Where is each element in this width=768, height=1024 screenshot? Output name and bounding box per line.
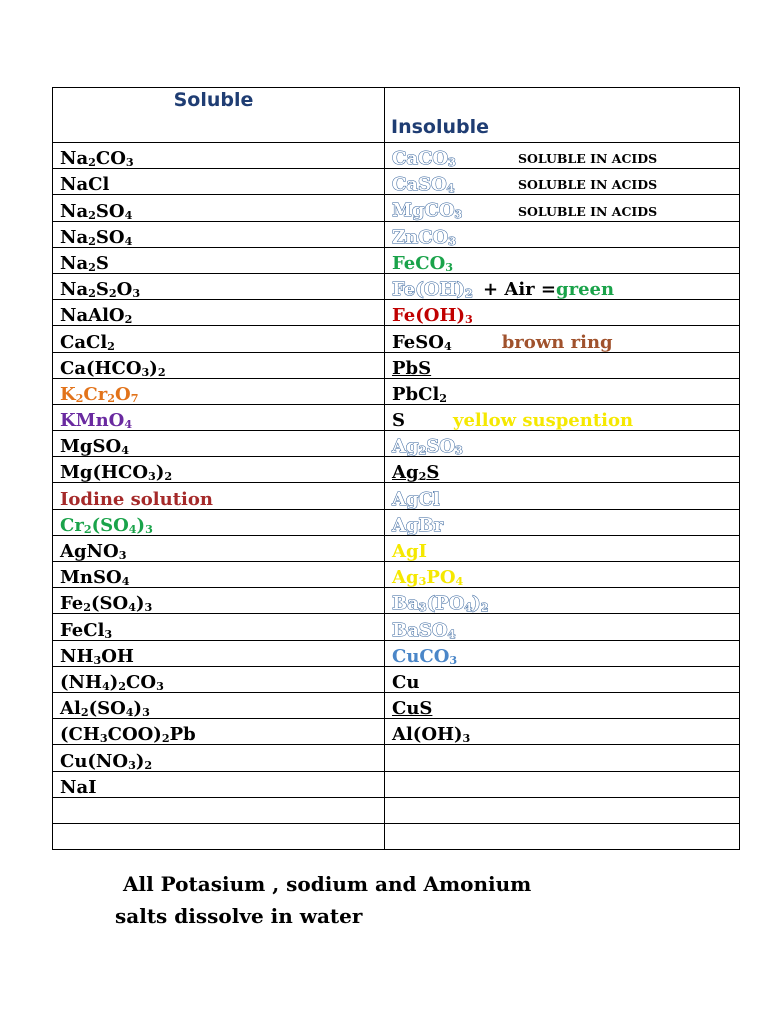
formula-subscript: 4 xyxy=(464,601,473,614)
formula-text: Na xyxy=(60,200,89,222)
insoluble-cell xyxy=(385,588,740,614)
insoluble-header-cell xyxy=(385,88,740,143)
formula-text: ) xyxy=(133,698,143,719)
insoluble-compound xyxy=(392,227,456,248)
formula-text: Iodine solution xyxy=(60,488,213,510)
table-row xyxy=(53,195,740,221)
table-row xyxy=(53,483,740,509)
soluble-cell xyxy=(53,457,385,483)
formula-text: NaI xyxy=(60,776,97,798)
insoluble-cell xyxy=(385,221,740,247)
formula-subscript: 2 xyxy=(157,365,166,379)
soluble-cell xyxy=(53,535,385,561)
formula-text: ) xyxy=(135,593,145,614)
insoluble-cell xyxy=(385,745,740,771)
formula-text: OH xyxy=(101,645,134,667)
insoluble-compound xyxy=(392,462,439,483)
formula-subscript: 2 xyxy=(88,234,96,248)
insoluble-compound xyxy=(392,279,473,300)
insoluble-compound xyxy=(392,358,431,379)
soluble-cell xyxy=(53,509,385,535)
formula-text: K xyxy=(60,383,76,405)
formula-subscript: 3 xyxy=(156,679,164,693)
formula-text: Na xyxy=(60,148,89,169)
formula-text: SO xyxy=(95,226,125,248)
formula-text: COO) xyxy=(107,724,162,745)
formula-subscript: 3 xyxy=(118,549,127,562)
soluble-cell xyxy=(53,823,385,849)
formula-text: (PO xyxy=(426,593,465,614)
formula-subscript: 2 xyxy=(107,339,115,352)
footer-line-2: salts dissolve in water xyxy=(115,904,363,928)
formula-subscript: 3 xyxy=(145,522,153,536)
formula-subscript: 3 xyxy=(448,155,456,169)
solubility-table xyxy=(52,87,740,850)
soluble-compound xyxy=(60,462,172,483)
formula-subscript: 3 xyxy=(462,732,471,745)
soluble-cell xyxy=(53,431,385,457)
formula-subscript: 3 xyxy=(454,208,463,222)
soluble-cell xyxy=(53,169,385,195)
reaction-note: yellow suspention xyxy=(453,410,634,431)
reaction-note: brown ring xyxy=(501,331,613,352)
soluble-cell xyxy=(53,326,385,352)
formula-subscript: 4 xyxy=(128,522,137,536)
insoluble-compound xyxy=(392,436,463,457)
formula-text: ) xyxy=(149,357,158,379)
insoluble-cell xyxy=(385,614,740,640)
formula-subscript: 4 xyxy=(443,339,452,352)
soluble-compound xyxy=(60,253,109,274)
soluble-cell xyxy=(53,300,385,326)
soluble-compound xyxy=(60,279,140,300)
insoluble-compound xyxy=(392,305,473,326)
formula-text: Na xyxy=(60,226,89,248)
formula-text: MnSO xyxy=(60,567,122,588)
formula-text: Ba xyxy=(392,593,419,614)
soluble-heading: Soluble xyxy=(173,89,254,111)
table-row xyxy=(53,247,740,273)
insoluble-cell xyxy=(385,169,740,195)
formula-text: ) xyxy=(472,593,481,614)
formula-text: Cr xyxy=(83,383,108,405)
table-row xyxy=(53,771,740,797)
formula-text: SO xyxy=(95,200,125,222)
insoluble-compound xyxy=(392,541,427,562)
insoluble-heading: Insoluble xyxy=(391,116,489,138)
soluble-compound xyxy=(60,305,132,326)
formula-subscript: 4 xyxy=(455,575,464,588)
insoluble-cell xyxy=(385,273,740,299)
formula-subscript: 2 xyxy=(88,156,96,169)
formula-subscript: 3 xyxy=(418,601,427,614)
soluble-cell xyxy=(53,614,385,640)
formula-text: ) xyxy=(109,671,119,693)
table-row xyxy=(53,666,740,692)
formula-text: ) xyxy=(136,514,146,536)
formula-subscript: 3 xyxy=(449,653,458,667)
insoluble-cell xyxy=(385,509,740,535)
table-row xyxy=(53,588,740,614)
insoluble-compound xyxy=(392,646,457,667)
formula-subscript: 3 xyxy=(125,156,134,169)
formula-subscript: 3 xyxy=(132,287,141,300)
soluble-compound xyxy=(60,489,213,510)
formula-subscript: 2 xyxy=(83,522,92,536)
table-row xyxy=(53,431,740,457)
soluble-cell xyxy=(53,719,385,745)
insoluble-cell xyxy=(385,535,740,561)
insoluble-cell xyxy=(385,666,740,692)
soluble-compound xyxy=(60,620,112,641)
formula-subscript: 2 xyxy=(88,287,96,300)
insoluble-cell xyxy=(385,326,740,352)
insoluble-compound xyxy=(392,724,470,745)
formula-text: Al xyxy=(60,698,81,719)
formula-text: Ag xyxy=(392,567,419,588)
formula-text: Al(OH) xyxy=(392,724,463,745)
insoluble-compound xyxy=(392,332,452,353)
formula-text: Cu(NO xyxy=(60,750,129,771)
formula-subscript: 2 xyxy=(439,391,448,405)
insoluble-compound xyxy=(392,384,447,405)
table-row xyxy=(53,300,740,326)
formula-subscript: 2 xyxy=(118,679,127,693)
formula-text: SO xyxy=(426,436,456,457)
formula-text: Cr xyxy=(60,514,84,536)
soluble-compound xyxy=(60,593,152,614)
insoluble-cell xyxy=(385,431,740,457)
soluble-compound xyxy=(60,358,166,379)
formula-subscript: 3 xyxy=(445,260,454,274)
acid-solubility-note: SOLUBLE IN ACIDS xyxy=(518,203,658,219)
table-row xyxy=(53,562,740,588)
formula-text: MgCO xyxy=(392,200,455,222)
soluble-compound xyxy=(60,384,138,405)
table-row xyxy=(53,352,740,378)
table-row xyxy=(53,457,740,483)
soluble-compound xyxy=(60,751,152,772)
formula-text: S xyxy=(426,462,440,483)
formula-text: Ag xyxy=(392,462,419,483)
formula-subscript: 2 xyxy=(480,601,489,614)
formula-text: Mg(HCO xyxy=(60,462,149,483)
insoluble-cell xyxy=(385,692,740,718)
insoluble-cell xyxy=(385,562,740,588)
table-row xyxy=(53,509,740,535)
formula-subscript: 2 xyxy=(464,287,473,300)
table-row xyxy=(53,614,740,640)
soluble-cell xyxy=(53,221,385,247)
soluble-compound xyxy=(60,672,164,693)
formula-text: AgI xyxy=(392,541,427,562)
soluble-cell xyxy=(53,692,385,718)
formula-text: CuS xyxy=(392,698,433,719)
formula-subscript: 3 xyxy=(144,601,153,614)
table-row xyxy=(53,692,740,718)
formula-text: CuCO xyxy=(392,645,450,667)
soluble-compound xyxy=(60,724,196,745)
reaction-note: + Air = xyxy=(476,279,556,300)
formula-subscript: 2 xyxy=(107,391,115,405)
formula-text: Ag xyxy=(392,436,419,457)
formula-subscript: 4 xyxy=(124,208,133,222)
formula-subscript: 3 xyxy=(148,470,156,483)
formula-text: O xyxy=(116,279,133,300)
table-row xyxy=(53,823,740,849)
soluble-cell xyxy=(53,588,385,614)
formula-text: Pb xyxy=(169,724,196,745)
table-row xyxy=(53,640,740,666)
formula-text: BaSO xyxy=(392,619,448,641)
insoluble-compound xyxy=(392,515,443,536)
soluble-compound xyxy=(60,148,134,169)
formula-text: PbCl xyxy=(392,383,440,405)
formula-text: (SO xyxy=(88,698,126,719)
soluble-cell xyxy=(53,745,385,771)
formula-subscript: 3 xyxy=(104,627,113,641)
insoluble-compound xyxy=(392,175,518,194)
insoluble-cell xyxy=(385,719,740,745)
soluble-cell xyxy=(53,483,385,509)
soluble-compound xyxy=(60,541,126,562)
soluble-compound xyxy=(60,646,134,667)
table-row xyxy=(53,378,740,404)
formula-subscript: 4 xyxy=(121,575,130,588)
formula-text: S xyxy=(392,410,405,431)
formula-text: Fe xyxy=(60,593,84,614)
table-row xyxy=(53,326,740,352)
table-row xyxy=(53,169,740,195)
formula-subscript: 2 xyxy=(164,470,173,483)
formula-text: FeSO xyxy=(392,331,444,352)
formula-subscript: 2 xyxy=(144,758,153,771)
insoluble-compound xyxy=(392,489,440,510)
soluble-compound xyxy=(60,777,97,798)
formula-subscript: 2 xyxy=(418,444,427,457)
insoluble-compound xyxy=(392,253,453,274)
acid-solubility-note: SOLUBLE IN ACIDS xyxy=(518,151,658,167)
formula-subscript: 2 xyxy=(108,287,117,300)
soluble-cell xyxy=(53,404,385,430)
formula-text: Cu xyxy=(392,671,420,693)
formula-subscript: 4 xyxy=(125,706,134,719)
formula-subscript: 3 xyxy=(141,365,150,379)
formula-subscript: 2 xyxy=(88,208,96,222)
formula-subscript: 2 xyxy=(75,391,84,405)
formula-subscript: 4 xyxy=(124,418,133,431)
formula-subscript: 3 xyxy=(99,732,108,745)
insoluble-cell xyxy=(385,247,740,273)
table-row xyxy=(53,719,740,745)
formula-text: CaCl xyxy=(60,331,108,352)
table-row xyxy=(53,143,740,169)
formula-subscript: 4 xyxy=(446,181,455,195)
formula-subscript: 4 xyxy=(121,444,129,457)
formula-subscript: 4 xyxy=(128,601,136,614)
formula-subscript: 2 xyxy=(418,470,427,483)
formula-text: O xyxy=(115,383,131,405)
formula-text: ) xyxy=(155,462,165,483)
soluble-cell xyxy=(53,771,385,797)
formula-text: FeCO xyxy=(392,252,446,274)
formula-subscript: 2 xyxy=(88,260,96,274)
insoluble-compound xyxy=(392,201,518,220)
formula-subscript: 3 xyxy=(464,313,473,326)
insoluble-cell xyxy=(385,404,740,430)
soluble-cell xyxy=(53,247,385,273)
formula-subscript: 2 xyxy=(161,732,170,745)
soluble-cell xyxy=(53,666,385,692)
insoluble-cell xyxy=(385,378,740,404)
soluble-cell xyxy=(53,378,385,404)
formula-text: Na xyxy=(60,279,89,300)
insoluble-cell xyxy=(385,640,740,666)
insoluble-compound xyxy=(392,672,419,693)
insoluble-cell xyxy=(385,771,740,797)
formula-subscript: 4 xyxy=(447,627,456,641)
soluble-cell xyxy=(53,143,385,169)
soluble-compound xyxy=(60,174,109,195)
formula-text: AgBr xyxy=(392,514,444,536)
insoluble-cell xyxy=(385,797,740,823)
soluble-compound xyxy=(60,332,115,353)
formula-text: S xyxy=(95,252,109,274)
formula-text: CaSO xyxy=(392,173,447,195)
table-row xyxy=(53,273,740,299)
footer-line-1: All Potasium , sodium and Amonium xyxy=(123,872,532,896)
formula-text: (SO xyxy=(91,514,129,536)
formula-subscript: 3 xyxy=(142,706,150,719)
formula-text: NaCl xyxy=(60,174,110,195)
formula-text: KMnO xyxy=(60,410,125,431)
formula-subscript: 2 xyxy=(124,313,133,326)
insoluble-compound xyxy=(392,410,405,431)
insoluble-cell xyxy=(385,195,740,221)
formula-text: CO xyxy=(95,148,126,169)
formula-subscript: 3 xyxy=(455,444,463,457)
formula-subscript: 7 xyxy=(130,391,139,405)
soluble-compound xyxy=(60,567,129,588)
insoluble-cell xyxy=(385,823,740,849)
formula-text: Ca(HCO xyxy=(60,357,142,379)
formula-text: ) xyxy=(135,750,145,771)
soluble-compound xyxy=(60,698,150,719)
soluble-compound xyxy=(60,227,132,248)
soluble-header-cell xyxy=(53,88,385,143)
formula-text: FeCl xyxy=(60,619,105,641)
formula-subscript: 2 xyxy=(80,706,89,719)
insoluble-cell xyxy=(385,352,740,378)
soluble-compound xyxy=(60,436,129,457)
insoluble-compound xyxy=(392,698,432,719)
formula-text: CO xyxy=(126,671,157,693)
soluble-cell xyxy=(53,273,385,299)
soluble-cell xyxy=(53,797,385,823)
formula-subscript: 4 xyxy=(101,679,110,693)
formula-text: AgCl xyxy=(392,488,440,510)
soluble-cell xyxy=(53,352,385,378)
formula-subscript: 2 xyxy=(83,601,92,614)
formula-text: ZnCO xyxy=(392,226,449,248)
table-row xyxy=(53,404,740,430)
formula-text: Na xyxy=(60,252,89,274)
insoluble-compound xyxy=(392,149,518,168)
soluble-compound xyxy=(60,410,132,431)
insoluble-cell xyxy=(385,300,740,326)
soluble-cell xyxy=(53,195,385,221)
formula-text: PO xyxy=(426,567,456,588)
table-row xyxy=(53,745,740,771)
reaction-note: green xyxy=(556,279,615,300)
insoluble-compound xyxy=(392,620,455,641)
formula-text: S xyxy=(95,279,109,300)
insoluble-cell xyxy=(385,457,740,483)
insoluble-cell xyxy=(385,143,740,169)
table-body xyxy=(53,88,740,850)
footer-note xyxy=(115,868,531,932)
soluble-compound xyxy=(60,515,153,536)
formula-text: (SO xyxy=(91,593,129,614)
formula-text: NaAlO xyxy=(60,305,125,326)
formula-subscript: 3 xyxy=(128,758,136,771)
soluble-cell xyxy=(53,640,385,666)
formula-text: PbS xyxy=(392,357,432,379)
formula-text: CaCO xyxy=(392,147,448,169)
formula-text: (CH xyxy=(60,724,100,745)
formula-text: Fe(OH) xyxy=(392,279,465,300)
formula-subscript: 3 xyxy=(448,234,456,248)
insoluble-cell xyxy=(385,483,740,509)
formula-subscript: 3 xyxy=(93,653,102,667)
insoluble-compound xyxy=(392,567,463,588)
table-header-row xyxy=(53,88,740,143)
table-row xyxy=(53,535,740,561)
soluble-compound xyxy=(60,201,132,222)
formula-text: AgNO xyxy=(60,541,119,562)
formula-text: MgSO xyxy=(60,436,122,457)
insoluble-compound xyxy=(392,593,488,614)
formula-subscript: 3 xyxy=(418,575,427,588)
table-row xyxy=(53,221,740,247)
formula-subscript: 4 xyxy=(124,234,133,248)
table-row xyxy=(53,797,740,823)
acid-solubility-note: SOLUBLE IN ACIDS xyxy=(518,177,658,193)
formula-text: NH xyxy=(60,645,94,667)
soluble-cell xyxy=(53,562,385,588)
formula-text: Fe(OH) xyxy=(392,305,465,326)
formula-text: (NH xyxy=(60,671,102,693)
